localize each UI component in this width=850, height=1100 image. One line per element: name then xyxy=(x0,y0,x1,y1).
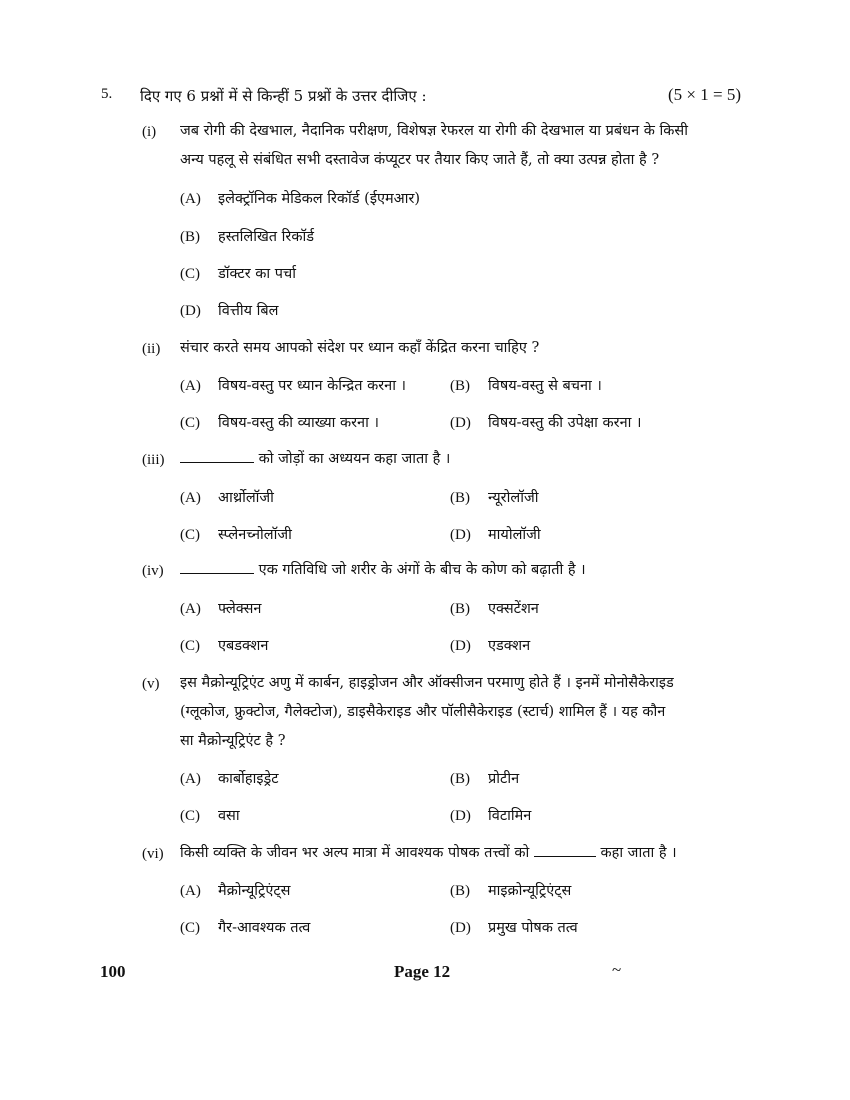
stem-text: किसी व्यक्ति के जीवन भर अल्प मात्रा में आवश्यक पोषक तत्त्वों को xyxy=(180,845,530,861)
subquestion-stem-line: सा मैक्रोन्यूट्रिएंट है ? xyxy=(180,733,286,749)
subquestion-label: (vi) xyxy=(142,846,164,862)
option-item xyxy=(450,375,602,395)
paper-code: 100 xyxy=(100,962,126,981)
stem-text: एक गतिविधि जो शरीर के अंगों के बीच के कोण को बढ़ाती है । xyxy=(258,562,586,578)
option-text: विषय-वस्तु पर ध्यान केन्द्रित करना । xyxy=(218,378,407,394)
option-label: (D) xyxy=(450,415,471,431)
option-text: एडक्शन xyxy=(488,638,531,654)
subquestion-label: (v) xyxy=(142,676,160,692)
subquestion-stem-line: संचार करते समय आपको संदेश पर ध्यान कहाँ केंद्रित करना चाहिए ? xyxy=(180,340,540,356)
option-label: (A) xyxy=(180,601,201,617)
subquestion-label: (ii) xyxy=(142,341,161,357)
option-item xyxy=(180,263,296,283)
option-item xyxy=(180,598,261,618)
option-text: आर्थ्रोलॉजी xyxy=(218,490,274,506)
option-label: (D) xyxy=(450,527,471,543)
option-item xyxy=(180,375,406,395)
subquestion-label: (iii) xyxy=(142,452,165,468)
option-text: विटामिन xyxy=(488,808,532,824)
stem-text: कहा जाता है । xyxy=(600,845,677,861)
option-text: एबडक्शन xyxy=(218,638,269,654)
question-marks: (5 × 1 = 5) xyxy=(668,85,741,104)
option-item xyxy=(180,188,420,208)
option-text: स्प्लेनच्नोलॉजी xyxy=(218,527,292,543)
option-label: (A) xyxy=(180,378,201,394)
option-label: (C) xyxy=(180,415,200,431)
option-label: (B) xyxy=(450,490,470,506)
option-item xyxy=(180,768,279,788)
option-item xyxy=(180,635,268,655)
option-label: (C) xyxy=(180,266,200,282)
option-item xyxy=(180,300,278,320)
option-text: न्यूरोलॉजी xyxy=(488,490,539,506)
tilde-mark: ~ xyxy=(612,960,622,979)
page-number: Page 12 xyxy=(394,962,451,981)
option-label: (A) xyxy=(180,191,201,207)
subquestion-stem-line xyxy=(180,840,677,867)
option-item xyxy=(450,524,541,544)
option-label: (A) xyxy=(180,883,201,899)
subquestion-stem-line xyxy=(180,446,450,473)
subquestion-label: (i) xyxy=(142,124,157,140)
option-text: गैर-आवश्यक तत्व xyxy=(218,920,311,936)
option-label: (A) xyxy=(180,771,201,787)
option-label: (B) xyxy=(450,771,470,787)
fill-in-blank xyxy=(180,561,254,574)
option-label: (C) xyxy=(180,527,200,543)
option-text: माइक्रोन्यूट्रिएंट्स xyxy=(488,883,572,899)
option-label: (A) xyxy=(180,490,201,506)
subquestion-stem-line: (ग्लूकोज, फ्रुक्टोज, गैलेक्टोज), डाइसैकेराइड और पॉलीसैकेराइड (स्टार्च) शामिल हैं । यह कौन xyxy=(180,704,666,720)
option-item xyxy=(450,412,642,432)
option-label: (B) xyxy=(180,229,200,245)
option-text: विषय-वस्तु से बचना । xyxy=(488,378,602,394)
option-item xyxy=(450,880,571,900)
subquestion-label: (iv) xyxy=(142,563,164,579)
option-label: (D) xyxy=(450,920,471,936)
option-item xyxy=(450,768,519,788)
option-label: (C) xyxy=(180,920,200,936)
option-item xyxy=(180,412,379,432)
option-text: फ्लेक्सन xyxy=(218,601,262,617)
option-label: (B) xyxy=(450,378,470,394)
fill-in-blank xyxy=(180,450,254,463)
option-text: मायोलॉजी xyxy=(488,527,541,543)
question-number: 5. xyxy=(101,86,113,102)
option-item xyxy=(450,598,539,618)
option-text: हस्तलिखित रिकॉर्ड xyxy=(218,229,315,245)
option-text: विषय-वस्तु की उपेक्षा करना । xyxy=(488,415,642,431)
option-text: मैक्रोन्यूट्रिएंट्स xyxy=(218,883,291,899)
option-item xyxy=(450,635,530,655)
option-item xyxy=(180,917,310,937)
option-text: कार्बोहाइड्रेट xyxy=(218,771,279,787)
question-instruction: दिए गए 6 प्रश्नों में से किन्हीं 5 प्रश्नों के उत्तर दीजिए : xyxy=(140,87,427,105)
option-text: डॉक्टर का पर्चा xyxy=(218,266,296,282)
option-item xyxy=(180,226,314,246)
option-label: (B) xyxy=(450,883,470,899)
option-item xyxy=(450,805,531,825)
option-item xyxy=(180,487,274,507)
option-text: इलेक्ट्रॉनिक मेडिकल रिकॉर्ड (ईएमआर) xyxy=(218,191,421,207)
stem-text: को जोड़ों का अध्ययन कहा जाता है । xyxy=(258,451,451,467)
option-text: प्रमुख पोषक तत्व xyxy=(488,920,578,936)
subquestion-stem-line: अन्य पहलू से संबंधित सभी दस्तावेज कंप्यूटर पर तैयार किए जाते हैं, तो क्या उत्पन्न होता है ? xyxy=(180,152,660,168)
option-item xyxy=(450,917,578,937)
option-label: (C) xyxy=(180,808,200,824)
option-text: वित्तीय बिल xyxy=(218,303,279,319)
option-label: (D) xyxy=(180,303,201,319)
option-item xyxy=(180,524,292,544)
option-label: (B) xyxy=(450,601,470,617)
fill-in-blank xyxy=(534,844,596,857)
option-text: विषय-वस्तु की व्याख्या करना । xyxy=(218,415,379,431)
option-item xyxy=(180,805,240,825)
option-item xyxy=(450,487,538,507)
option-text: एक्सटेंशन xyxy=(488,601,539,617)
subquestion-stem-line xyxy=(180,557,586,584)
subquestion-stem-line: जब रोगी की देखभाल, नैदानिक परीक्षण, विशेषज्ञ रेफरल या रोगी की देखभाल या प्रबंधन के किसी xyxy=(180,123,688,139)
option-label: (C) xyxy=(180,638,200,654)
option-text: वसा xyxy=(218,808,240,824)
option-label: (D) xyxy=(450,638,471,654)
option-label: (D) xyxy=(450,808,471,824)
subquestion-stem-line: इस मैक्रोन्यूट्रिएंट अणु में कार्बन, हाइड्रोजन और ऑक्सीजन परमाणु होते हैं । इनमें मोनोसैकेराइड xyxy=(180,675,674,691)
option-item xyxy=(180,880,290,900)
option-text: प्रोटीन xyxy=(488,771,520,787)
